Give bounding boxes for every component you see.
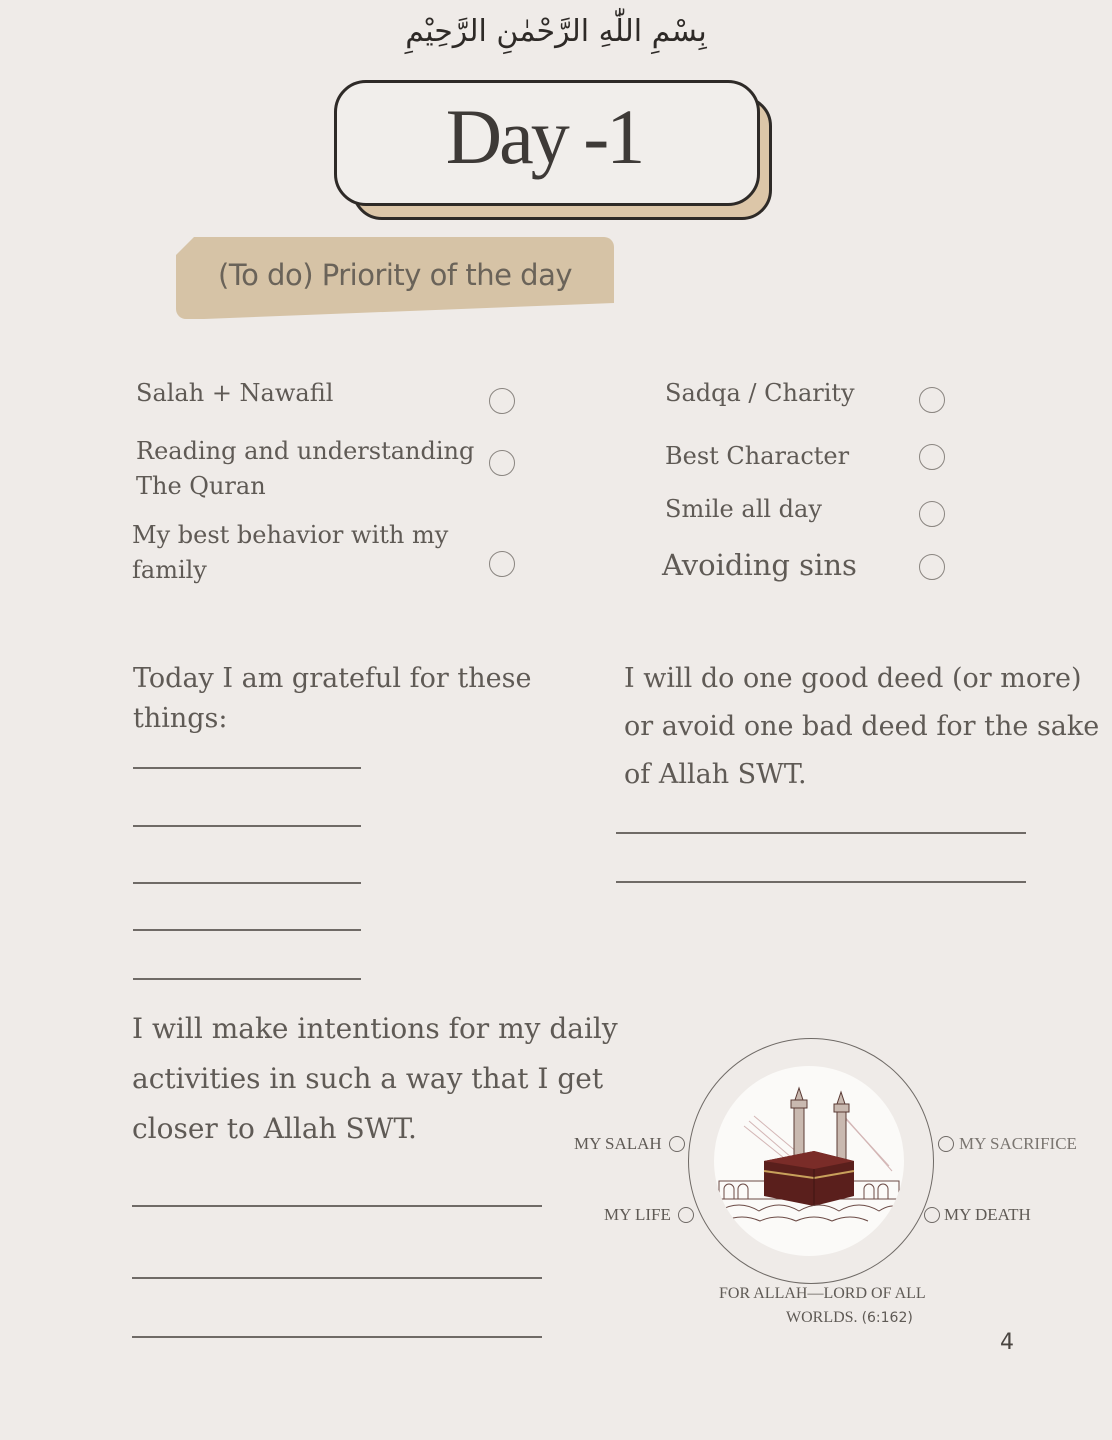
verse-line: FOR ALLAH—LORD OF ALL — [719, 1285, 926, 1302]
page-title: Day -1 — [445, 93, 643, 180]
todo-checkbox-smile[interactable] — [919, 501, 945, 527]
intentions-prompt — [132, 1004, 618, 1154]
kaaba-illustration-icon — [714, 1066, 904, 1256]
grateful-write-line[interactable] — [133, 978, 361, 980]
good-deed-prompt — [624, 655, 1099, 799]
todo-label: The Quran — [136, 472, 266, 500]
todo-label: Salah + Nawafil — [136, 379, 334, 407]
todo-checkbox-family[interactable] — [489, 551, 515, 577]
grateful-write-line[interactable] — [133, 825, 361, 827]
grateful-prompt — [133, 659, 531, 739]
my-life-label: MY LIFE — [604, 1205, 671, 1224]
grateful-write-line[interactable] — [133, 767, 361, 769]
todo-item-charity: Sadqa / Charity — [665, 379, 855, 407]
todo-checkbox-character[interactable] — [919, 444, 945, 470]
todo-checkbox-charity[interactable] — [919, 387, 945, 413]
todo-label: My best behavior with my — [132, 521, 449, 549]
my-death-label: MY DEATH — [944, 1205, 1031, 1224]
good-deed-write-line[interactable] — [616, 881, 1026, 883]
grateful-write-line[interactable] — [133, 929, 361, 931]
bismillah-text: بِسْمِ اللّٰهِ الرَّحْمٰنِ الرَّحِيْمِ — [405, 14, 707, 49]
todo-item-smile: Smile all day — [665, 495, 822, 523]
good-deed-line: of Allah SWT. — [624, 759, 807, 790]
my-salah-label: MY SALAH — [574, 1134, 662, 1153]
grateful-write-line[interactable] — [133, 882, 361, 884]
intentions-write-line[interactable] — [132, 1205, 542, 1207]
priority-heading: (To do) Priority of the day — [218, 258, 572, 292]
grateful-line: Today I am grateful for these — [133, 663, 532, 694]
todo-item-salah — [136, 376, 333, 411]
my-salah-checkbox[interactable] — [669, 1136, 685, 1152]
page-number: 4 — [1000, 1330, 1014, 1355]
todo-label: Reading and understanding — [136, 437, 475, 465]
my-life-checkbox[interactable] — [678, 1207, 694, 1223]
todo-checkbox-quran[interactable] — [489, 450, 515, 476]
verse-text: WORLDS. — [786, 1309, 858, 1326]
intentions-line: I will make intentions for my daily — [132, 1012, 618, 1045]
my-sacrifice-label: MY SACRIFICE — [959, 1134, 1077, 1153]
grateful-line: things: — [133, 703, 228, 734]
todo-item-character: Best Character — [665, 442, 850, 470]
intentions-line: activities in such a way that I get — [132, 1062, 604, 1095]
todo-item-avoid-sins: Avoiding sins — [662, 548, 857, 582]
verse-line — [786, 1309, 913, 1327]
intentions-write-line[interactable] — [132, 1277, 542, 1279]
todo-item-family — [132, 518, 448, 588]
good-deed-line: or avoid one bad deed for the sake — [624, 711, 1100, 742]
good-deed-write-line[interactable] — [616, 832, 1026, 834]
my-sacrifice-checkbox[interactable] — [938, 1136, 954, 1152]
my-death-checkbox[interactable] — [924, 1207, 940, 1223]
verse-reference: (6:162) — [861, 1310, 913, 1326]
todo-checkbox-salah[interactable] — [489, 388, 515, 414]
good-deed-line: I will do one good deed (or more) — [624, 663, 1082, 694]
todo-label: family — [132, 556, 207, 584]
intentions-write-line[interactable] — [132, 1336, 542, 1338]
todo-item-quran — [136, 434, 474, 504]
todo-checkbox-avoid-sins[interactable] — [919, 554, 945, 580]
intentions-line: closer to Allah SWT. — [132, 1112, 417, 1145]
